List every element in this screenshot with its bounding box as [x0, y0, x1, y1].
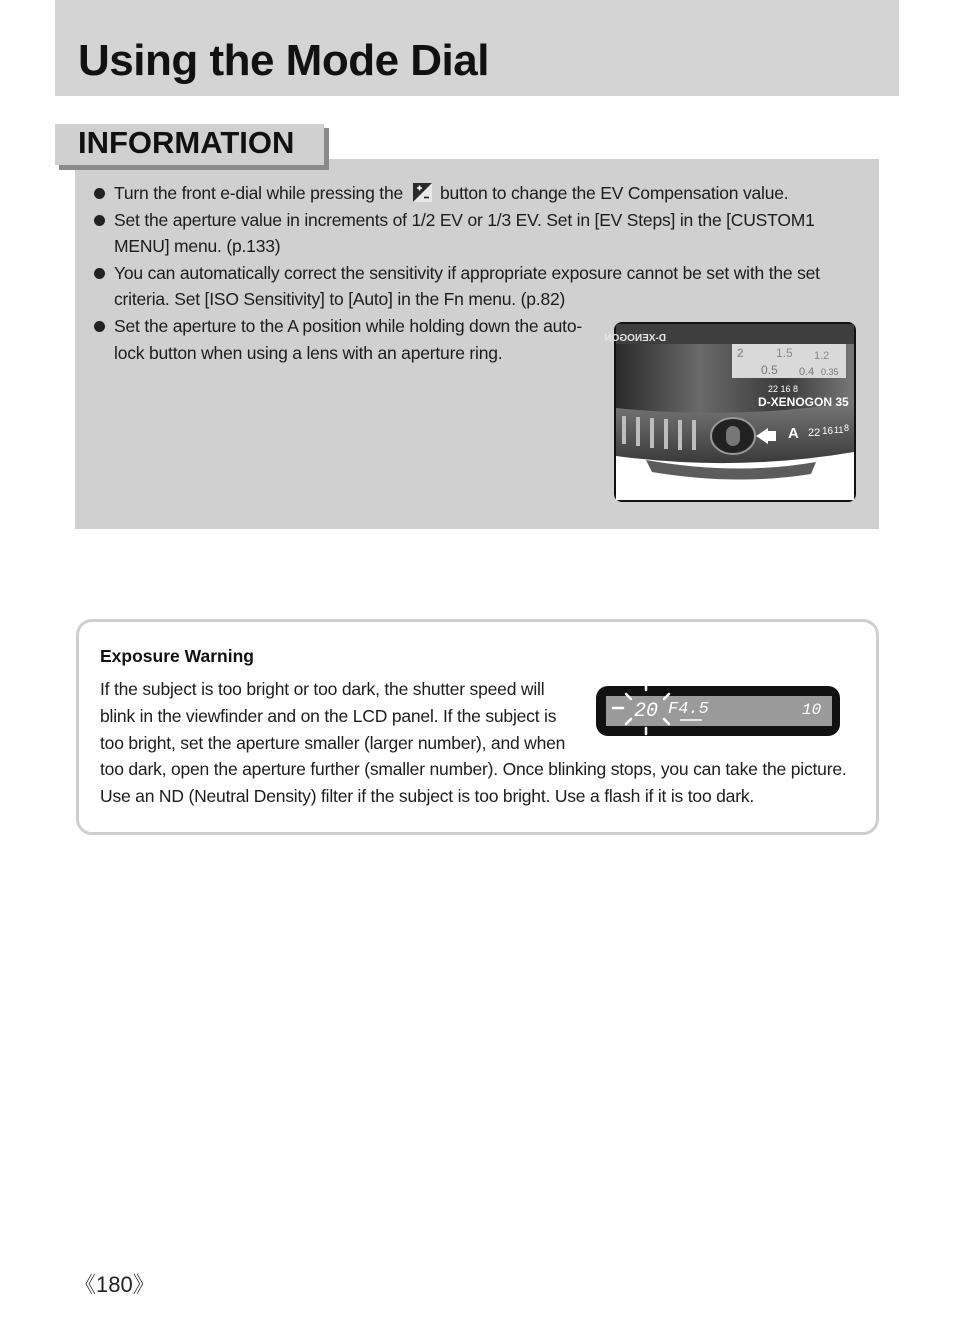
information-heading: INFORMATION	[78, 125, 295, 160]
aperture-mark: 8	[844, 423, 850, 433]
bullet-text: You can automatically correct the sensitivity if appropriate exposure cannot be set with the set criteria. Set [ISO Sensitivity] to [Auto] in the Fn menu. (p.82)	[114, 262, 820, 310]
bullet-icon	[94, 268, 105, 279]
distance-mark: 2	[737, 346, 744, 360]
distance-mark: 0.35	[821, 367, 839, 377]
aperture-mark: A	[788, 425, 799, 442]
bullet-icon	[94, 321, 105, 332]
page-title: Using the Mode Dial	[78, 36, 489, 85]
lcd-aperture-value: F4.5	[668, 700, 709, 719]
bullet-icon	[94, 215, 105, 226]
lens-illustration	[604, 322, 856, 502]
lcd-count-value: 10	[802, 701, 822, 719]
list-item	[92, 180, 852, 207]
distance-mark: 0.5	[761, 363, 778, 377]
bullet-icon	[94, 188, 105, 199]
list-item	[92, 313, 594, 366]
dof-scale: 22 16 8	[768, 384, 799, 394]
aperture-mark: 11	[834, 425, 844, 435]
lcd-shutter-value: 20	[634, 700, 659, 723]
ev-compensation-icon	[413, 183, 432, 202]
bullet-text: Set the aperture value in increments of 1/2 EV or 1/3 EV. Set in [EV Steps] in the [CUSTOM1 MENU] menu. (p.133)	[114, 209, 815, 257]
distance-mark: 0.4	[799, 366, 815, 378]
list-item	[92, 207, 852, 260]
bullet-text-after-icon: button to change the EV Compensation value.	[440, 183, 789, 203]
exposure-warning-body: If the subject is too bright or too dark, the shutter speed will blink in the viewfinder and on the LCD panel. If the subject is too bright, set the aperture smaller (larger number), and when too dark, open the aperture further (smaller number). Once blinking stops, you can take the picture. Use an ND (Neutral Density) filter if the subject is too bright. Use a flash if it is too dark.	[100, 679, 847, 807]
bullet-text: Set the aperture to the A position while holding down the auto-lock button when using a lens with an aperture ring.	[114, 315, 583, 363]
exposure-warning-title: Exposure Warning	[100, 646, 254, 666]
lcd-panel	[596, 686, 840, 736]
distance-mark: 1.2	[814, 350, 830, 362]
lens-mirrored-brand: D-XENOGON	[604, 333, 666, 344]
bullet-text-before-icon: Turn the front e-dial while pressing the	[114, 183, 404, 203]
aperture-mark: 16	[822, 426, 834, 437]
distance-mark: 1.5	[776, 346, 793, 360]
list-item	[92, 260, 852, 313]
aperture-mark: 22	[808, 427, 821, 439]
lens-brand: D-XENOGON 35	[758, 395, 849, 409]
page-number: 《180》	[74, 1272, 155, 1297]
